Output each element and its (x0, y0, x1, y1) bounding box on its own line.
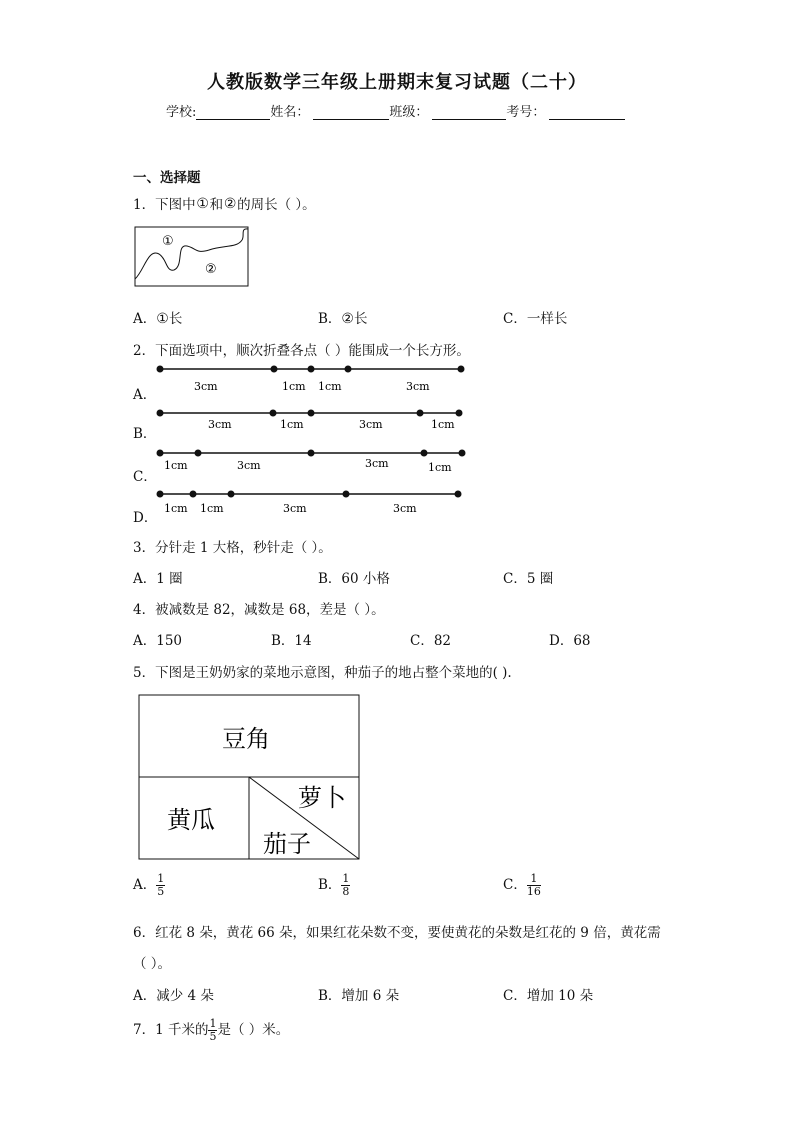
seg-label: 1cm (164, 502, 188, 515)
question-7 (133, 1018, 289, 1043)
seg-label: 3cm (393, 502, 417, 515)
denominator: 5 (157, 885, 165, 898)
denominator: 8 (342, 885, 350, 898)
name-blank[interactable] (313, 105, 389, 120)
q1-opt-a-text: 长 (168, 311, 183, 327)
student-info-line (166, 101, 625, 120)
option-letter: C． (503, 877, 527, 893)
q5-option-c[interactable] (503, 873, 541, 898)
school-label: 学校: (166, 105, 197, 120)
q1-text-pre: 1．下图中 (133, 197, 196, 213)
question-6-line-1: 6．红花 8 朵，黄花 66 朵，如果红花朵数不变，要使黄花的朵数是红花的 9 倍，黄花需 (133, 925, 661, 941)
fraction (341, 873, 350, 898)
q5-option-a[interactable] (133, 873, 165, 898)
seg-label: 1cm (428, 461, 452, 474)
option-letter: A． (133, 311, 157, 327)
q2-line-b (150, 407, 470, 435)
question-4: 4．被减数是 82，减数是 68，差是（ ）。 (133, 602, 385, 618)
q1-figure (134, 226, 250, 288)
seg-label: 3cm (237, 459, 261, 472)
seg-label: 3cm (359, 418, 383, 431)
class-blank[interactable] (432, 105, 506, 120)
q5-garden-figure (138, 694, 362, 862)
q3-option-a[interactable]: A．1 圈 (133, 571, 183, 587)
numerator: 1 (157, 872, 165, 885)
plot-radish: 萝卜 (298, 784, 346, 812)
q1-option-b[interactable] (318, 307, 367, 327)
numerator: 1 (342, 872, 350, 885)
exam-no-label: 考号： (506, 105, 546, 120)
seg-label: 1cm (318, 380, 342, 393)
q1-fig-label-1: ① (162, 234, 174, 249)
school-blank[interactable] (196, 105, 270, 120)
denominator: 16 (526, 885, 541, 898)
q2-line-a (150, 363, 470, 395)
seg-label: 1cm (431, 418, 455, 431)
option-letter: B． (318, 877, 342, 893)
seg-label: 3cm (208, 418, 232, 431)
q1-opt-a-circle: ① (156, 311, 169, 327)
q2-option-d[interactable]: D． (133, 510, 158, 526)
numerator: 1 (209, 1017, 217, 1030)
q2-option-a[interactable]: A． (133, 387, 157, 403)
q6-option-b[interactable]: B．增加 6 朵 (318, 988, 400, 1004)
fraction (527, 873, 541, 898)
question-2: 2．下面选项中，顺次折叠各点（ ）能围成一个长方形。 (133, 343, 470, 359)
numerator: 1 (527, 873, 541, 886)
option-letter: A． (133, 877, 157, 893)
option-letter: B． (318, 311, 342, 327)
q5-option-b[interactable] (318, 873, 350, 898)
q1-text-mid: 和 (209, 197, 224, 213)
q2-option-c[interactable]: C． (133, 469, 157, 485)
q3-option-b[interactable]: B．60 小格 (318, 571, 390, 587)
plot-cucumber: 黄瓜 (167, 806, 215, 834)
class-label: 班级： (389, 105, 429, 120)
page-title: 人教版数学三年级上册期末复习试题（二十） (207, 72, 587, 93)
q7-text-post: 是（ ）米。 (217, 1022, 290, 1038)
q2-option-b[interactable]: B． (133, 426, 157, 442)
q1-circle-2: ② (223, 196, 237, 212)
name-label: 姓名： (270, 105, 310, 120)
q1-option-a[interactable] (133, 307, 182, 327)
q1-option-c[interactable]: C．一样长 (503, 311, 568, 327)
q1-opt-b-text: 长 (353, 311, 368, 327)
plot-beans: 豆角 (222, 725, 270, 753)
q6-option-a[interactable]: A．减少 4 朵 (133, 988, 214, 1004)
q4-option-d[interactable]: D．68 (549, 633, 591, 649)
q1-curve (135, 229, 248, 279)
seg-label: 3cm (406, 380, 430, 393)
q7-text-pre: 7．1 千米的 (133, 1022, 209, 1038)
question-5: 5．下图是王奶奶家的菜地示意图，种茄子的地占整个菜地的( ). (133, 665, 512, 681)
q2-line-d (150, 488, 470, 518)
question-3: 3．分针走 1 大格，秒针走（ ）。 (133, 540, 332, 556)
q4-option-c[interactable]: C．82 (410, 633, 452, 649)
q2-line-c (150, 447, 470, 475)
section-heading: 一、选择题 (133, 170, 201, 186)
q1-rectangle (135, 227, 248, 286)
plot-eggplant: 茄子 (263, 830, 311, 858)
q1-fig-label-2: ② (205, 262, 217, 277)
q1-circle-1: ① (196, 196, 209, 212)
fraction (156, 873, 165, 898)
seg-label: 3cm (283, 502, 307, 515)
q3-option-c[interactable]: C．5 圈 (503, 571, 554, 587)
q4-option-a[interactable]: A．150 (133, 633, 183, 649)
seg-label: 1cm (164, 459, 188, 472)
seg-label: 3cm (365, 457, 389, 470)
question-1 (133, 193, 316, 213)
denominator: 5 (209, 1030, 217, 1043)
seg-label: 1cm (280, 418, 304, 431)
exam-no-blank[interactable] (549, 105, 625, 120)
seg-label: 1cm (200, 502, 224, 515)
q1-opt-b-circle: ② (341, 311, 354, 327)
seg-label: 3cm (194, 380, 218, 393)
q1-text-post: 的周长（ ）。 (237, 197, 316, 213)
q4-option-b[interactable]: B．14 (271, 633, 312, 649)
question-6-line-2: （ ）。 (133, 956, 172, 972)
q6-option-c[interactable]: C．增加 10 朵 (503, 988, 594, 1004)
seg-label: 1cm (282, 380, 306, 393)
